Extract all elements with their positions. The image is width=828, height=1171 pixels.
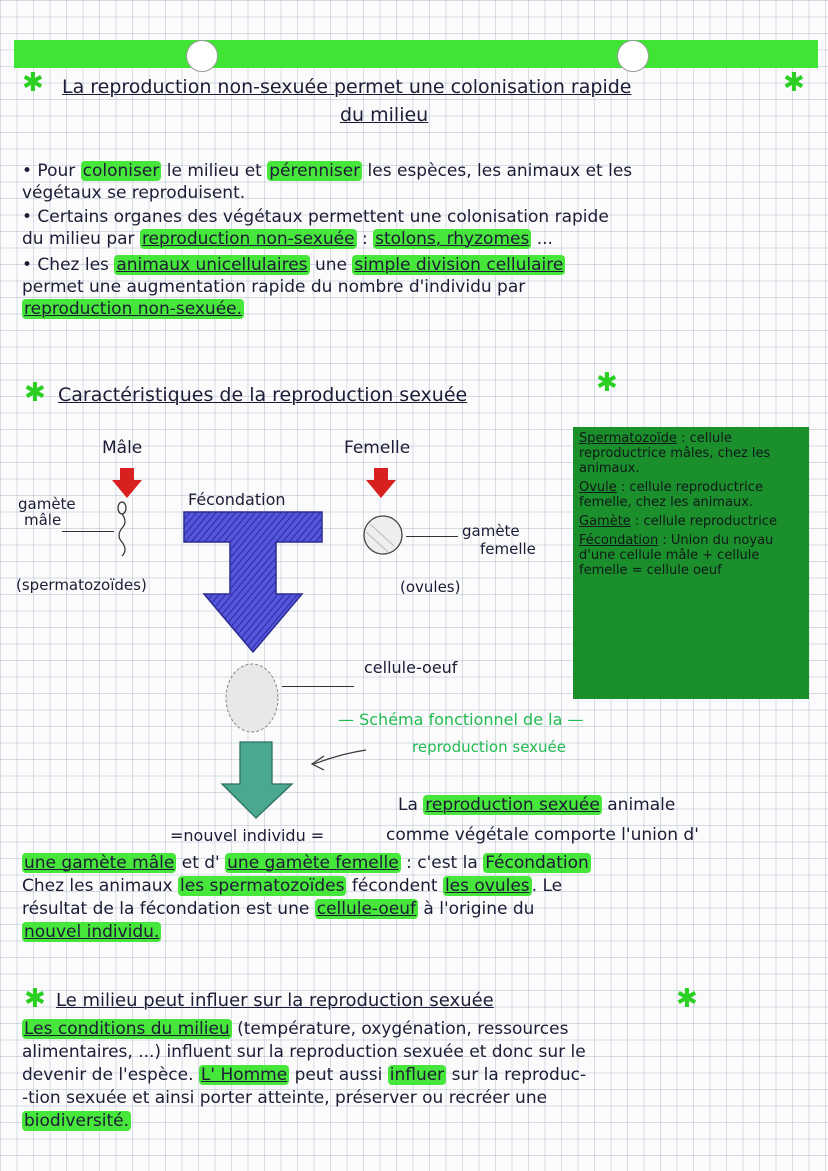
star-icon: ✱ [24,984,46,1014]
gamete-male-label: gamète mâle [18,495,76,529]
schema-caption-line1: — Schéma fonctionnel de la — [338,710,584,729]
pointer-line [282,686,354,687]
body2-line2: comme végétale comporte l'union d' [386,825,699,845]
binder-hole-right [617,40,649,72]
star-icon: ✱ [596,368,618,398]
nouvel-individu-label: =nouvel individu = [170,826,325,845]
section-milieu-title: Le milieu peut influer sur la reproduction sexuée [56,990,494,1011]
intro-paragraph-3: • Chez les animaux unicellulaires une simple division cellulaire permet une augmentation rapide du nombre d'individu par reproduction non-sexuée. [22,255,564,319]
star-icon: ✱ [783,68,805,98]
female-label: Femelle [344,438,411,458]
section-caracteristiques-title: Caractéristiques de la reproduction sexuée [58,384,468,406]
star-icon: ✱ [676,984,698,1014]
egg-cell-icon [222,660,282,736]
section-milieu-paragraph: Les conditions du milieu (température, oxygénation, ressources alimentaires, ...) influent sur la reproduction sexuée et donc sur le devenir de l'espèce. L' Homme peut aussi influer sur la reproduc- -tion sexuée et ainsi porter atteinte, préserver ou recréer une biodiversité. [22,1019,587,1131]
female-arrow-icon [364,466,398,500]
page-title-line1: La reproduction non-sexuée permet une colonisation rapide [62,76,632,98]
cellule-oeuf-label: cellule-oeuf [364,658,458,677]
star-icon: ✱ [22,68,44,98]
ovules-label: (ovules) [400,578,461,596]
male-label: Mâle [102,438,143,458]
definitions-box: Spermatozoïde : cellule reproductrice mâles, chez les animaux. Ovule : cellule reproductrice femelle, chez les animaux. Gamète : cellule reproductrice Fécondation : Union du noyau d'une cellule mâle + cellule femelle = cellule oeuf [573,427,809,699]
header-band [14,40,818,68]
ovule-icon [360,512,406,558]
schema-caption-line2: reproduction sexuée [412,738,566,756]
pointer-line [406,536,458,537]
gamete-female-label: gamète femelle [462,522,536,558]
result-arrow-icon [218,740,296,820]
intro-paragraph-1: • Pour coloniser le milieu et pérenniser les espèces, les animaux et les végétaux se reproduisent. [22,161,633,203]
binder-hole-left [186,40,218,72]
male-arrow-icon [110,466,144,500]
body2-line1: La reproduction sexuée animale [398,795,676,815]
page-title-line2: du milieu [340,104,429,126]
star-icon: ✱ [24,378,46,408]
fecondation-label: Fécondation [188,490,286,509]
body2-paragraph: une gamète mâle et d' une gamète femelle : c'est la Fécondation Chez les animaux les spermatozoïdes fécondent les ovules . Le résultat de la fécondation est une cellule-oeuf à l'origine du nouvel individu. [22,853,589,942]
caption-arrow-icon [306,744,370,774]
pointer-line [62,531,114,532]
spermatozoides-label: (spermatozoïdes) [16,576,147,594]
intro-paragraph-2: • Certains organes des végétaux permettent une colonisation rapide du milieu par reproduction non-sexuée : stolons, rhyzomes ... [22,207,609,249]
fecondation-arrow-icon [180,508,326,656]
spermatozoid-icon [112,500,132,560]
